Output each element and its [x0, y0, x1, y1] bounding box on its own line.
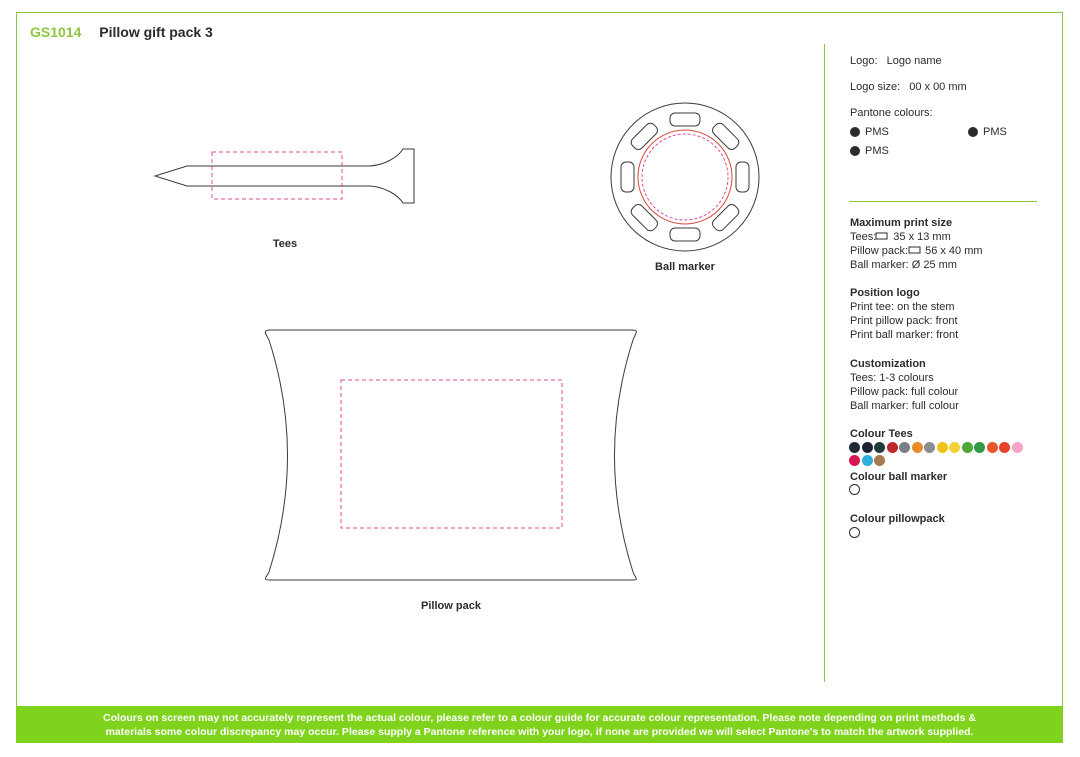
tee-colour-swatch — [887, 442, 898, 453]
product-title: Pillow gift pack 3 — [99, 24, 213, 40]
tee-drawing — [155, 149, 414, 203]
logo-size-row — [850, 80, 967, 94]
pillow-pack-drawing — [265, 330, 636, 580]
logo-value: Logo name — [886, 55, 942, 67]
pillowpack-colour-swatch — [849, 527, 860, 538]
customization-line: Pillow pack: full colour — [850, 386, 959, 398]
tee-colour-swatch — [924, 442, 935, 453]
position-section — [850, 286, 958, 342]
tee-colour-swatch — [849, 442, 860, 453]
tee-colour-swatch — [962, 442, 973, 453]
tee-colour-swatch — [912, 442, 923, 453]
max-print-section — [850, 216, 983, 272]
colour-pillowpack-title: Colour pillowpack — [850, 513, 945, 525]
position-title: Position logo — [850, 287, 920, 299]
caption-ball-marker: Ball marker — [655, 261, 715, 273]
disclaimer-footer — [16, 706, 1063, 743]
caption-pillow-pack: Pillow pack — [421, 600, 481, 612]
caption-tees: Tees — [272, 238, 298, 250]
pantone-dot — [968, 127, 978, 137]
tee-colour-swatch — [1012, 442, 1023, 453]
logo-label: Logo: — [850, 55, 878, 67]
logo-size-value: 00 x 00 mm — [909, 81, 967, 93]
tee-colour-swatch — [849, 455, 860, 466]
position-line: Print pillow pack: front — [850, 315, 958, 327]
pantone-label: Pantone colours: — [850, 107, 933, 119]
max-print-ball: Ball marker: Ø 25 mm — [850, 259, 957, 271]
pantone-item-label: PMS — [983, 126, 1007, 138]
footer-line-2: materials some colour discrepancy may occur. Please supply a Pantone reference with your logo, if none are provided we will select Pantone's to match the artwork supplied. — [105, 725, 974, 738]
position-line: Print tee: on the stem — [850, 301, 955, 313]
customization-title: Customization — [850, 358, 926, 370]
tee-colour-swatch — [949, 442, 960, 453]
ball-marker-drawing — [611, 103, 759, 251]
logo-size-label: Logo size: — [850, 81, 901, 93]
pantone-item-1 — [850, 126, 889, 138]
tee-colour-swatch — [862, 442, 873, 453]
tee-colour-swatch — [937, 442, 948, 453]
max-print-pillow: Pillow pack: 56 x 40 mm — [850, 245, 983, 257]
colour-tees-swatches — [849, 442, 1039, 468]
pantone-item-label: PMS — [865, 145, 889, 157]
tee-colour-swatch — [974, 442, 985, 453]
tee-colour-swatch — [874, 442, 885, 453]
max-print-title: Maximum print size — [850, 217, 953, 229]
horizontal-divider — [849, 201, 1037, 202]
pantone-dot — [850, 146, 860, 156]
max-print-tees: Tees: 35 x 13 mm — [850, 231, 951, 243]
pantone-item-3 — [850, 145, 889, 157]
footer-line-1: Colours on screen may not accurately represent the actual colour, please refer to a colour guide for accurate colour representation. Please note depending on print methods & — [103, 711, 976, 724]
colour-ball-marker-title: Colour ball marker — [850, 471, 948, 483]
customization-line: Tees: 1-3 colours — [850, 372, 934, 384]
product-code: GS1014 — [30, 24, 82, 40]
tee-colour-swatch — [899, 442, 910, 453]
customization-line: Ball marker: full colour — [850, 400, 959, 412]
logo-row — [850, 54, 942, 68]
vertical-divider — [824, 44, 825, 682]
tee-colour-swatch — [987, 442, 998, 453]
tee-colour-swatch — [862, 455, 873, 466]
colour-tees-title: Colour Tees — [850, 428, 913, 440]
pantone-dot — [850, 127, 860, 137]
tee-colour-swatch — [874, 455, 885, 466]
position-line: Print ball marker: front — [850, 329, 959, 341]
pantone-item-2 — [968, 126, 1007, 138]
tee-colour-swatch — [999, 442, 1010, 453]
ball-marker-colour-swatch — [849, 484, 860, 495]
customization-section — [850, 357, 959, 413]
pantone-item-label: PMS — [865, 126, 889, 138]
